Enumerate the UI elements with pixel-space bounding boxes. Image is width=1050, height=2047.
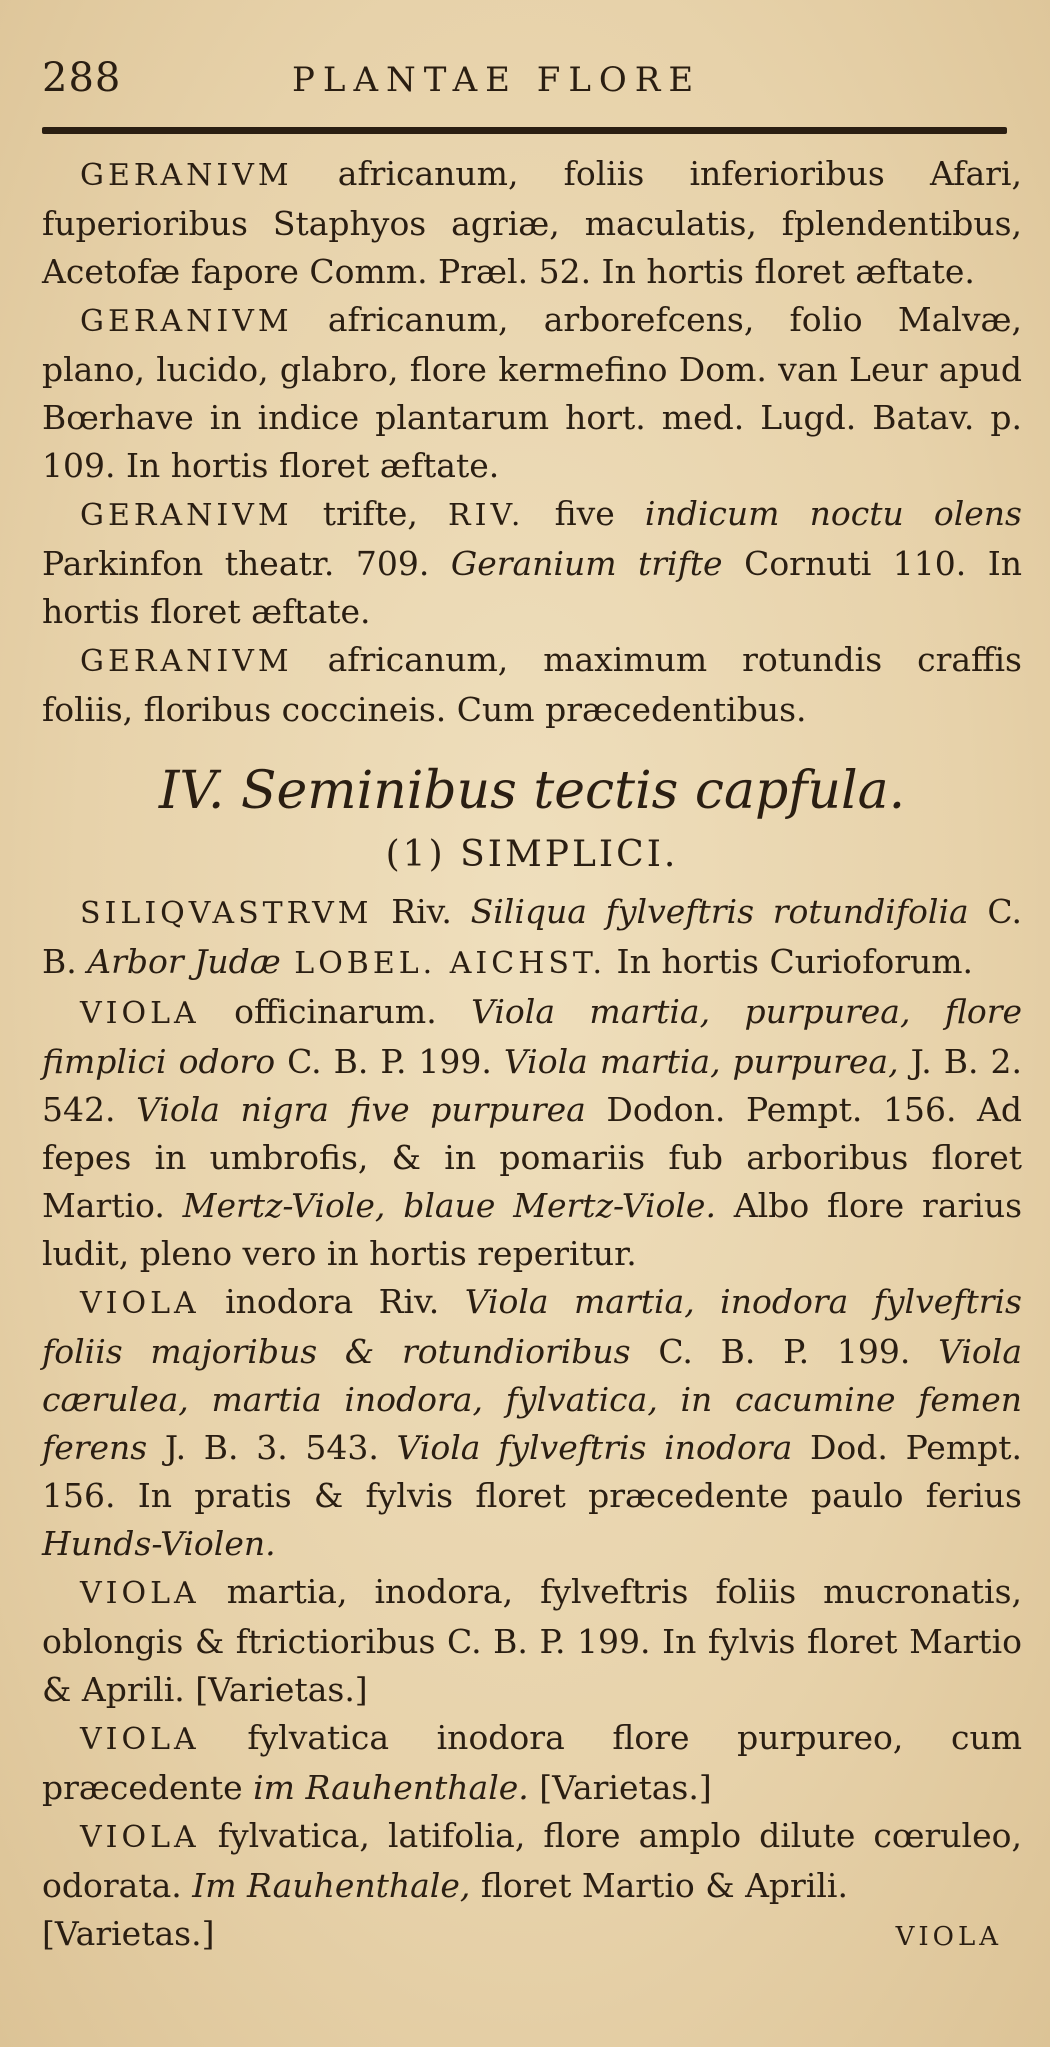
entry-text: Riv. (372, 892, 471, 931)
synonym: Viola fylveftris inodora (396, 1428, 793, 1467)
entry-text: Cornuti 110. In hortis floret æftate. (42, 544, 1022, 631)
plant-name: VIOLA (80, 1820, 200, 1855)
entry-text: Dod. Pempt. 156. In pratis & fylvis floret præcedente paulo ferius (42, 1428, 1022, 1515)
entry-viola-5 (42, 1812, 1022, 1910)
entry-geranium-3 (42, 490, 1022, 636)
synonym: Viola martia, inodora fylveftris foliis majoribus & rotundioribus (42, 1282, 1022, 1371)
entry-text: trifte, (322, 494, 449, 533)
page-header (42, 55, 1022, 119)
entry-text: C. B. P. 199. (630, 1332, 939, 1371)
synonym: Arbor Judæ (87, 942, 281, 981)
plant-name: GERANIVM (80, 498, 293, 533)
catchword: VIOLA (895, 1922, 1002, 1952)
entry-text: [Varietas.] (528, 1768, 712, 1807)
entry-text: fylvatica inodora flore purpureo, cum præcedente (42, 1718, 1022, 1807)
entry-text: Dodon. Pempt. 156. Ad fepes in umbrofis, & in pomariis fub arboribus floret Martio. (42, 1090, 1023, 1225)
entry-text: martia, inodora, fylveftris foliis mucronatis, oblongis & ftrictioribus C. B. P. 199. In fylvis floret Martio & Aprili. [Varietas.] (42, 1572, 1022, 1709)
plant-name: SILIQVASTRVM (80, 896, 373, 931)
header-rule (42, 127, 1007, 134)
synonym: Viola nigra five purpurea (136, 1090, 586, 1129)
plant-name: VIOLA (80, 1576, 200, 1611)
locality: im Rauhenthale. (253, 1768, 529, 1807)
plant-name: GERANIVM (80, 644, 293, 679)
entry-text: five (524, 494, 645, 533)
entry-text: africanum, foliis inferioribus Afari, fuperioribus Staphyos agriæ, maculatis, fplendentibus, Acetofæ fapore Comm. Præl. 52. In hortis floret æftate. (42, 154, 1022, 291)
entry-geranium-1 (42, 150, 1022, 296)
plant-name: GERANIVM (80, 158, 293, 193)
entry-text: J. B. 3. 543. (147, 1428, 397, 1467)
synonym: Viola cærulea, martia inodora, fylvatica, in cacumine femen ferens (42, 1332, 1022, 1467)
entry-geranium-4 (42, 636, 1022, 734)
locality: Im Rauhenthale, (192, 1866, 471, 1905)
synonym: Siliqua fylveftris rotundifolia (470, 892, 969, 931)
section-title: IV. Seminibus tectis capfula. (158, 761, 906, 821)
vernacular-name: Mertz-Viole, blaue Mertz-Viole. (182, 1186, 716, 1225)
synonym: indicum noctu olens (644, 494, 1022, 533)
synonym: Viola martia, purpurea, (503, 1042, 899, 1081)
entry-text: floret Martio & Aprili. (470, 1866, 848, 1905)
entry-viola-4 (42, 1714, 1022, 1812)
section-subtitle: (1) SIMPLICI. (385, 834, 679, 875)
entry-viola-1 (42, 988, 1022, 1278)
author-ref: LOBEL. AICHST. (280, 946, 607, 981)
vernacular-name: Hunds-Violen. (42, 1524, 276, 1563)
entry-text: Albo flore rarius ludit, pleno vero in hortis reperitur. (42, 1186, 1023, 1273)
entry-geranium-2 (42, 296, 1022, 490)
entry-text: Parkinfon theatr. 709. (42, 544, 451, 583)
entry-text: africanum, maximum rotundis craffis foliis, floribus coccineis. Cum præcedentibus. (42, 640, 1022, 729)
last-line (42, 1910, 1022, 1961)
synonym: Geranium trifte (450, 544, 723, 583)
page-number: 288 (42, 55, 122, 101)
author-ref: RIV. (448, 498, 525, 533)
entry-text: fylvatica, latifolia, flore amplo dilute cœruleo, odorata. (42, 1816, 1022, 1905)
entry-text: In hortis Curioforum. (606, 942, 974, 981)
plant-name: VIOLA (80, 1286, 200, 1321)
entry-text: C. B. (42, 892, 1022, 981)
entry-text: C. B. P. 199. (275, 1042, 504, 1081)
plant-name: VIOLA (80, 1722, 200, 1757)
entry-text: J. B. 2. 542. (42, 1042, 1022, 1129)
plant-name: VIOLA (80, 996, 200, 1031)
entry-viola-2 (42, 1278, 1022, 1568)
plant-name: GERANIVM (80, 304, 293, 339)
entry-viola-3 (42, 1568, 1022, 1714)
entry-text: [Varietas.] (42, 1914, 215, 1953)
entry-text: inodora Riv. (199, 1282, 465, 1321)
entry-siliquastrum (42, 888, 1022, 988)
running-title: PLANTAE FLORE (292, 60, 702, 100)
entry-text: africanum, arborefcens, folio Malvæ, plano, lucido, glabro, flore kermefino Dom. van Leur apud Bœrhave in indice plantarum hort. med. Lugd. Batav. p. 109. In hortis floret æftate. (42, 300, 1022, 485)
entry-text: officinarum. (199, 992, 472, 1031)
synonym: Viola martia, purpurea, flore fimplici odoro (42, 992, 1023, 1081)
